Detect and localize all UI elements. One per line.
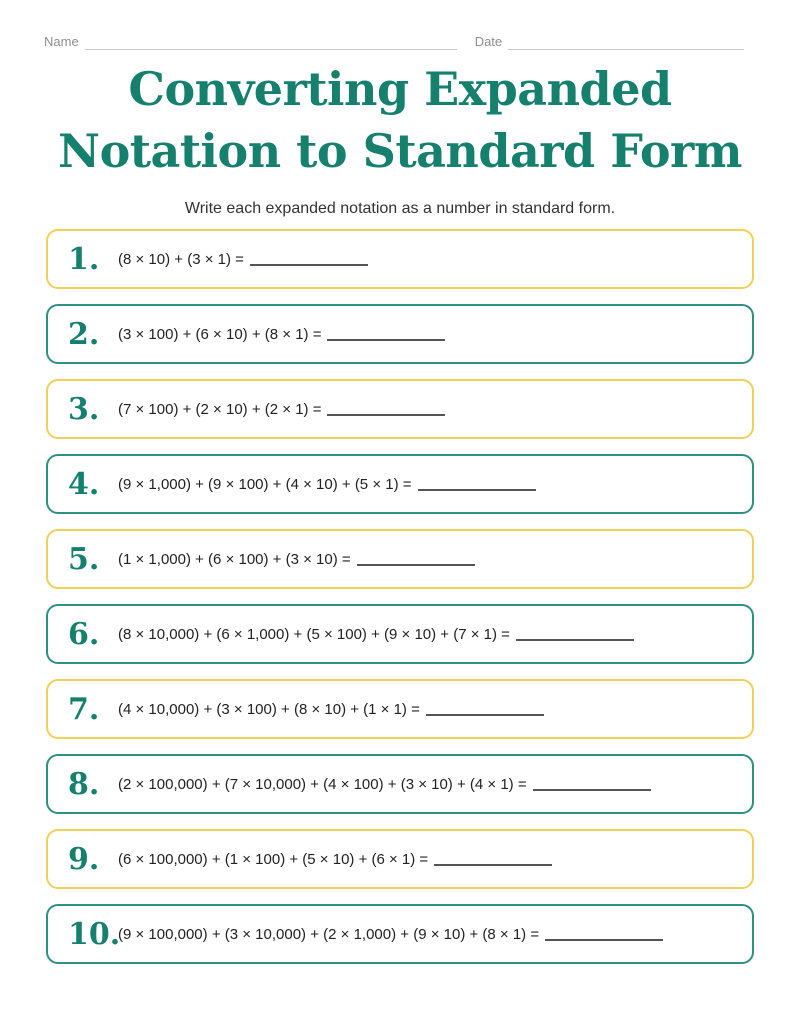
problem-number: 6. [68,616,100,652]
problem-item [46,379,754,439]
problem-expression: (3 × 100) + (6 × 10) + (8 × 1) = [118,325,322,343]
problem-item [46,604,754,664]
problem-expression: (7 × 100) + (2 × 10) + (2 × 1) = [118,400,322,418]
name-field[interactable] [85,35,457,50]
problem-number: 9. [68,841,100,877]
problem-number: 10. [68,916,121,952]
date-label: Date [474,34,503,49]
answer-blank[interactable] [327,402,445,416]
problem-number: 7. [68,691,100,727]
problem-expression: (9 × 100,000) + (3 × 10,000) + (2 × 1,000) + (9 × 10) + (8 × 1) = [118,925,540,943]
problem-item [46,529,754,589]
answer-blank[interactable] [426,702,544,716]
problem-expression: (8 × 10) + (3 × 1) = [118,250,244,268]
title-line-2: Notation to Standard Form [58,124,742,178]
problem-number: 1. [68,241,100,277]
problem-item [46,829,754,889]
answer-blank[interactable] [545,927,663,941]
date-field[interactable] [508,35,744,50]
problem-item [46,229,754,289]
answer-blank[interactable] [516,627,634,641]
problem-item [46,454,754,514]
problem-number: 5. [68,541,100,577]
problem-item [46,754,754,814]
problem-number: 8. [68,766,100,802]
name-date-header [44,30,744,50]
problem-list [46,229,754,979]
answer-blank[interactable] [533,777,651,791]
problem-item [46,904,754,964]
problem-expression: (1 × 1,000) + (6 × 100) + (3 × 10) = [118,550,351,568]
problem-item [46,304,754,364]
problem-expression: (2 × 100,000) + (7 × 10,000) + (4 × 100) + (3 × 10) + (4 × 1) = [118,775,527,793]
problem-expression: (9 × 1,000) + (9 × 100) + (4 × 10) + (5 × 1) = [118,475,412,493]
answer-blank[interactable] [327,327,445,341]
title-line-1: Converting Expanded [128,62,672,116]
instructions: Write each expanded notation as a number in standard form. [184,200,616,217]
problem-expression: (8 × 10,000) + (6 × 1,000) + (5 × 100) + (9 × 10) + (7 × 1) = [118,625,510,643]
problem-item [46,679,754,739]
answer-blank[interactable] [357,552,475,566]
answer-blank[interactable] [250,252,368,266]
answer-blank[interactable] [434,852,552,866]
problem-number: 2. [68,316,100,352]
problem-expression: (6 × 100,000) + (1 × 100) + (5 × 10) + (6 × 1) = [118,850,429,868]
problem-expression: (4 × 10,000) + (3 × 100) + (8 × 10) + (1 × 1) = [118,700,420,718]
problem-number: 3. [68,391,100,427]
problem-number: 4. [68,466,100,502]
worksheet-title [0,58,800,182]
answer-blank[interactable] [418,477,536,491]
name-label: Name [44,34,79,49]
